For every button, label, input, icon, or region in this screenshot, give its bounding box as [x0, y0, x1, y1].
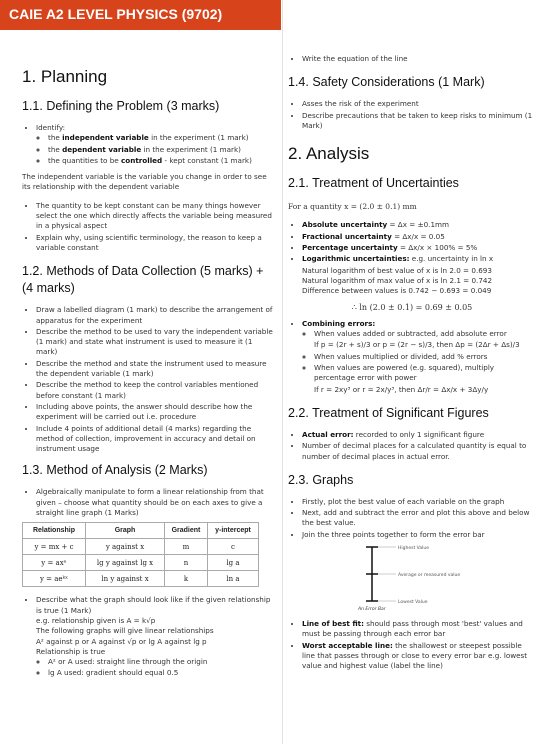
uncertainty-list [288, 220, 536, 264]
list-item: ◦ the dependent variable in the experiment (1 mark) [48, 145, 274, 155]
error-bar-diagram [342, 543, 542, 613]
list-item: • Describe the method to be used to vary the independent variable (1 mark) and state what instrument is used to measure it (1 mark) [36, 327, 274, 358]
heading-planning: 1. Planning [22, 67, 108, 86]
heading-uncertainties: 2.1. Treatment of Uncertainties [288, 176, 459, 191]
heading-defining-problem: 1.1. Defining the Problem (3 marks) [22, 99, 220, 113]
table-cell: c [208, 539, 259, 555]
list-item: ◦ lg A used: gradient should equal 0.5 [48, 668, 274, 678]
list-item: • Actual error: recorded to only 1 significant figure [302, 430, 536, 440]
average-value-label: Average or measured value [398, 573, 461, 579]
graphs-list [288, 497, 536, 540]
list-item: • Write the equation of the line [302, 54, 536, 64]
log-line: Natural logarithm of best value of x is ln 2.0 = 0.693 [302, 265, 492, 275]
heading-method-analysis: 1.3. Method of Analysis (2 Marks) [22, 463, 208, 478]
list-item: • Include 4 points of additional detail (4 marks) regarding the method of collection, improvement in accuracy and detail on instrument usage [36, 424, 274, 455]
write-equation-list [288, 54, 536, 64]
table-row [23, 571, 259, 587]
highest-value-label: Highest Value [398, 546, 430, 552]
list-item: • Number of decimal places for a calculated quantity is equal to number of decimal places in actual error. [302, 441, 536, 462]
list-item: If p = (2r + s)/3 or p = (2r − s)/3, then Δp = (2Δr + Δs)/3 [314, 340, 520, 350]
list-item: • Identify: ◦ the independent variable in the experiment (1 mark) ◦ the dependent variable in the experiment (1 mark) ◦ the quantities to be controlled - kept constant (1 mark) [36, 123, 274, 166]
list-item: If r = 2xy³ or r = 2x/y³, then Δr/r = Δx/x + 3Δy/y [314, 384, 489, 394]
list-item: • Combining errors: ◦ When values added or subtracted, add absolute error If p = (2r + s)/3 or p = (2r − s)/3, then Δp = (2Δr + Δs)/3 ◦ When values multiplied or divided, add % errors ◦ When values are powered (e.g. squared), multiply percentage error with power If r = 2xy³ or r = 2x/y³, then Δr/r = Δx/x + 3Δy/y [302, 319, 536, 395]
list-item: • Absolute uncertainty = Δx = ±0.1mm [302, 220, 536, 230]
list-item: • Logarithmic uncertainties: e.g. uncertainty in ln x [302, 254, 536, 264]
list-item: • Percentage uncertainty = Δx/x × 100% = 5% [302, 243, 536, 253]
table-header: Gradient [165, 523, 208, 539]
table-cell: ln y against x [86, 571, 165, 587]
list-item: • Fractional uncertainty = Δx/x = 0.05 [302, 232, 536, 242]
banner-title: CAIE A2 LEVEL PHYSICS (9702) [9, 6, 223, 22]
right-column [288, 54, 536, 673]
table-cell: y = aeᵏˣ [23, 571, 86, 587]
methods-list [22, 305, 274, 454]
therefore-line: ∴ ln (2.0 ± 0.1) = 0.69 ± 0.05 [351, 302, 473, 312]
list-item: • Algebraically manipulate to form a linear relationship from that given – choose what quantity should be on each axes to give a straight line graph (1 Marks) [36, 487, 274, 518]
table-header: Relationship [23, 523, 86, 539]
list-item: ◦ When values added or subtracted, add absolute error [314, 329, 536, 339]
left-column [22, 66, 274, 680]
table-cell: lg a [208, 555, 259, 571]
table-cell: y against x [86, 539, 165, 555]
list-item: • Join the three points together to form the error bar [302, 530, 536, 540]
independent-variable-text: The independent variable is the variable you change in order to see its relationship with the dependent variable [22, 172, 267, 192]
example-line: e.g. relationship given is A = k√p [36, 615, 156, 625]
table-cell: k [165, 571, 208, 587]
table-header: y-intercept [208, 523, 259, 539]
table-cell: y = mx + c [23, 539, 86, 555]
list-item: • Asses the risk of the experiment [302, 99, 536, 109]
list-item: ◦ When values are powered (e.g. squared), multiply percentage error with power [314, 363, 536, 384]
list-item: • Firstly, plot the best value of each variable on the graph [302, 497, 536, 507]
safety-list [288, 99, 536, 131]
list-item: ◦ the quantities to be controlled - kept constant (1 mark) [48, 156, 274, 166]
table-cell: m [165, 539, 208, 555]
list-item: • Draw a labelled diagram (1 mark) to describe the arrangement of apparatus for the experiment [36, 305, 274, 326]
table-row [23, 555, 259, 571]
list-item: • The quantity to be kept constant can be many things however select the one which directly affects the variable being measured in a physical aspect [36, 201, 274, 232]
header-banner [0, 0, 281, 30]
error-bar-caption: An Error Bar [358, 607, 386, 613]
list-item: • Describe precautions that be taken to keep risks to minimum (1 Mark) [302, 111, 536, 132]
table-cell: ln a [208, 571, 259, 587]
algebra-list [22, 487, 274, 518]
list-item: • Next, add and subtract the error and plot this above and below the best value. [302, 508, 536, 529]
heading-graphs: 2.3. Graphs [288, 472, 354, 487]
quantity-line: For a quantity x = (2.0 ± 0.1) mm [288, 202, 417, 212]
table-cell: lg y against lg x [86, 555, 165, 571]
list-item: • Worst acceptable line: the shallowest or steepest possible line that passes through or close to every error bar e.g. lowest value and highest value (label the line) [302, 641, 536, 672]
list-item: • Explain why, using scientific terminology, the reason to keep a variable constant [36, 233, 274, 254]
list-item: • Describe the method and state the instrument used to measure the dependent variable (1 mark) [36, 359, 274, 380]
heading-safety: 1.4. Safety Considerations (1 Mark) [288, 75, 485, 90]
heading-methods: 1.2. Methods of Data Collection (5 marks) + (4 marks) [22, 264, 264, 296]
table-header-row [23, 523, 259, 539]
heading-analysis: 2. Analysis [288, 144, 370, 164]
log-line: Natural logarithm of max value of x is ln 2.1 = 0.742 [302, 275, 493, 285]
list-item: • Line of best fit: should pass through most 'best' values and must be passing through each error bar [302, 619, 536, 640]
log-line: Difference between values is 0.742 − 0.693 = 0.049 [302, 286, 492, 296]
relationship-table [22, 522, 259, 587]
relationship-true-line: Relationship is true [36, 646, 106, 656]
describe-list [22, 595, 274, 678]
list-item: • Describe the method to keep the control variables mentioned before constant (1 mark) [36, 380, 274, 401]
identify-list [22, 123, 274, 166]
table-header: Graph [86, 523, 165, 539]
heading-sig-figs: 2.2. Treatment of Significant Figures [288, 405, 489, 420]
list-item: • Including above points, the answer should describe how the experiment will be carried out i.e. procedure [36, 402, 274, 423]
following-line: The following graphs will give linear relationships [36, 626, 214, 636]
table-row [23, 539, 259, 555]
list-item: ◦ A² or A used: straight line through the origin [48, 657, 274, 667]
fit-list [288, 619, 536, 671]
combining-list [288, 319, 536, 395]
list-item: ◦ When values multiplied or divided, add % errors [314, 352, 536, 362]
quantity-list [22, 201, 274, 253]
column-divider [282, 0, 283, 744]
lowest-value-label: Lowest Value [398, 600, 428, 606]
table-cell: y = axⁿ [23, 555, 86, 571]
graphs-line: A² against p or A against √p or lg A against lg p [36, 636, 207, 646]
list-item: • Describe what the graph should look like if the given relationship is true (1 Mark) e.g. relationship given is A = k√p The following graphs will give linear relationships A² against p or A against √p or lg A against lg p Relationship is true ◦ A² or A used: straight line through the origin ◦ lg A used: gradient should equal 0.5 [36, 595, 274, 678]
list-item: ◦ the independent variable in the experiment (1 mark) [48, 133, 274, 143]
sigfig-list [288, 430, 536, 462]
table-cell: n [165, 555, 208, 571]
